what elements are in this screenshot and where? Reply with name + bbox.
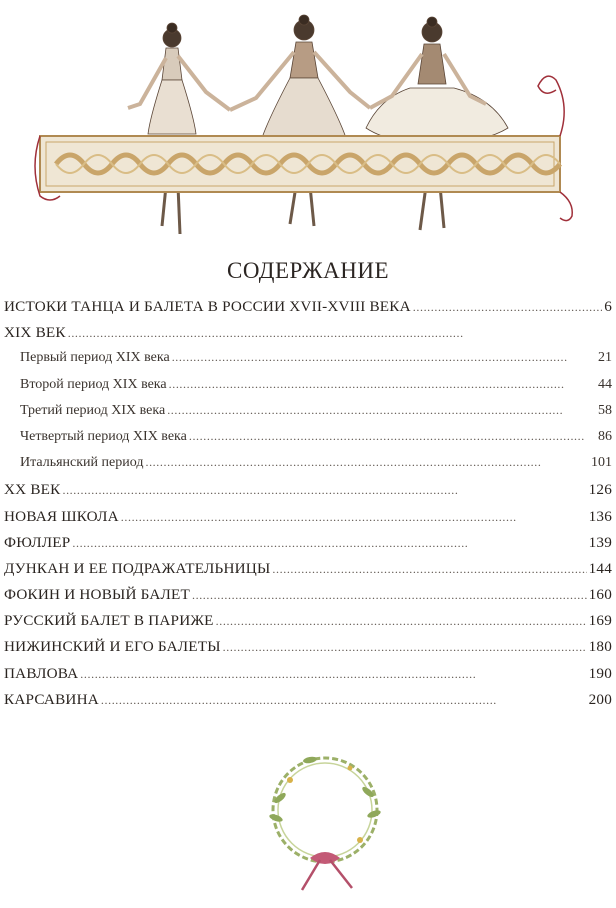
toc-entry-title: Четвертый период XIX века — [20, 428, 187, 444]
toc-entry-title: ФОКИН И НОВЫЙ БАЛЕТ — [4, 586, 190, 604]
toc-entry-title: ФЮЛЛЕР — [4, 533, 71, 551]
toc-entry-title: XX ВЕК — [4, 481, 61, 499]
toc-dot-leader — [189, 429, 596, 444]
toc-entry — [0, 455, 616, 481]
toc-entry-page-number: 180 — [588, 638, 612, 656]
toc-entry — [0, 298, 616, 324]
toc-entry — [0, 324, 616, 350]
toc-entry-title: Первый период XIX века — [20, 350, 170, 366]
toc-entry — [0, 612, 616, 638]
ballerina-left — [128, 23, 230, 234]
toc-dot-leader — [121, 510, 587, 525]
toc-dot-leader — [167, 403, 596, 418]
toc-dot-leader — [80, 667, 586, 682]
toc-entry — [0, 377, 616, 403]
toc-entry-page-number: 169 — [588, 612, 612, 630]
toc-dot-leader — [145, 455, 589, 470]
toc-dot-leader — [169, 377, 596, 392]
toc-entry-title: РУССКИЙ БАЛЕТ В ПАРИЖЕ — [4, 612, 214, 630]
ballerina-right — [366, 17, 508, 230]
floral-wreath-ornament — [250, 740, 400, 900]
toc-dot-leader — [216, 614, 587, 629]
toc-entry-title: ИСТОКИ ТАНЦА И БАЛЕТА В РОССИИ XVII-XVIII ВЕКА — [4, 298, 411, 315]
toc-entry-title: Третий период XIX века — [20, 402, 166, 418]
toc-entry-title: ПАВЛОВА — [4, 664, 79, 682]
toc-entry — [0, 481, 616, 507]
toc-entry-page-number: 58 — [598, 402, 612, 418]
toc-entry — [0, 638, 616, 664]
toc-entry-page-number: 160 — [588, 586, 612, 604]
toc-entry — [0, 560, 616, 586]
toc-dot-leader — [62, 483, 586, 498]
toc-dot-leader — [68, 326, 610, 341]
toc-entry — [0, 403, 616, 429]
toc-entry-page-number: 6 — [604, 298, 612, 315]
toc-entry-page-number: 144 — [588, 559, 612, 577]
toc-entry — [0, 534, 616, 560]
toc-entry-page-number: 101 — [591, 455, 612, 471]
toc-entry-title: Итальянский период — [20, 455, 144, 471]
toc-entry-page-number: 200 — [588, 690, 612, 708]
toc-dot-leader — [272, 562, 586, 577]
toc-dot-leader — [413, 300, 602, 315]
toc-entry — [0, 586, 616, 612]
toc-dot-leader — [223, 640, 587, 655]
three-ballerinas-illustration — [30, 8, 586, 248]
toc-dot-leader — [172, 350, 596, 365]
toc-entry — [0, 665, 616, 691]
toc-entry — [0, 508, 616, 534]
toc-entry-page-number: 126 — [588, 481, 612, 499]
toc-entry-page-number: 44 — [598, 376, 612, 392]
toc-entry — [0, 691, 616, 717]
toc-entry-page-number: 136 — [588, 507, 612, 525]
toc-entry-title: Второй период XIX века — [20, 376, 167, 392]
toc-entry — [0, 350, 616, 376]
toc-entry-title: XIX ВЕК — [4, 324, 66, 342]
toc-dot-leader — [72, 536, 586, 551]
toc-entry-title: КАРСАВИНА — [4, 690, 99, 708]
table-of-contents-list — [0, 298, 616, 717]
toc-entry-page-number: 86 — [598, 428, 612, 444]
toc-dot-leader — [101, 693, 587, 708]
toc-entry-title: ДУНКАН И ЕЕ ПОДРАЖАТЕЛЬНИЦЫ — [4, 559, 271, 577]
toc-entry-title: НОВАЯ ШКОЛА — [4, 507, 119, 525]
toc-entry-page-number: 190 — [588, 664, 612, 682]
toc-entry-page-number: 21 — [598, 350, 612, 366]
toc-entry-title: НИЖИНСКИЙ И ЕГО БАЛЕТЫ — [4, 638, 221, 656]
ballerina-middle — [230, 15, 370, 226]
toc-dot-leader — [192, 588, 587, 603]
table-of-contents-title: СОДЕРЖАНИЕ — [226, 258, 389, 283]
toc-entry — [0, 429, 616, 455]
toc-entry-page-number: 139 — [588, 533, 612, 551]
